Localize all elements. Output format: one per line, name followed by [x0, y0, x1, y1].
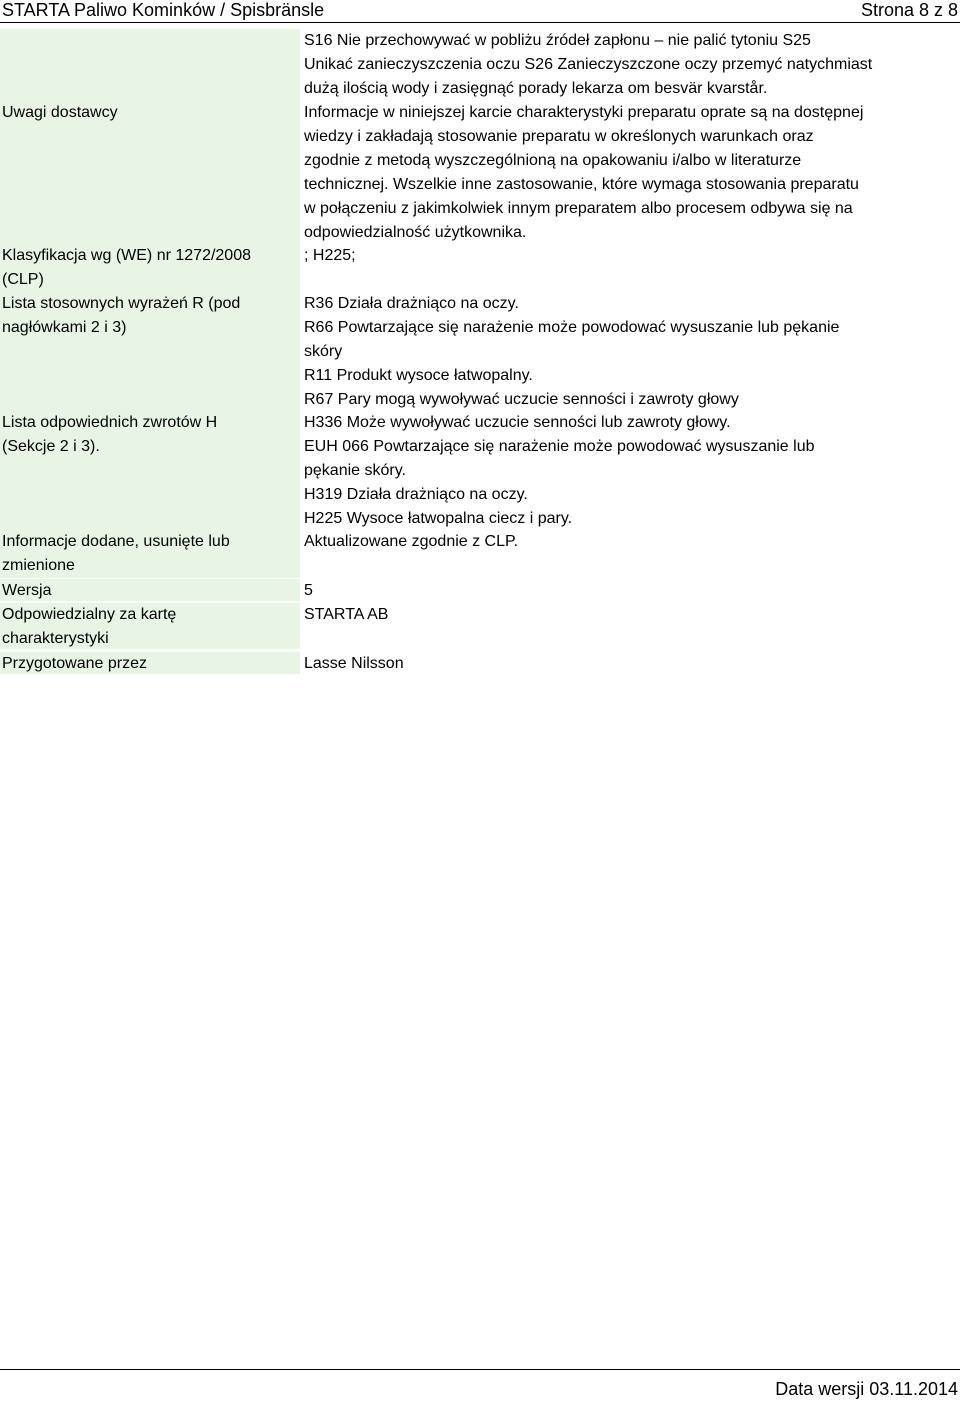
- row-value: Informacje w niniejszej karcie charakterystyki preparatu oprate są na dostępnej wiedzy i zakładają stosowanie preparatu w określonych warunkach oraz zgodnie z metodą wyszczególnioną na opakowaniu i/albo w literaturze technicznej. Wszelkie inne zastosowanie, które wymaga stosowania preparatu w połączeniu z jakimkolwiek innym preparatem albo procesem odbywa się na odpowiedzialność użytkownika.: [304, 104, 864, 241]
- row-value: Lasse Nilsson: [304, 655, 404, 672]
- version-date: Data wersji 03.11.2014: [775, 1379, 958, 1399]
- row-value: R36 Działa drażniąco na oczy. R66 Powtarzające się narażenie może powodować wysuszanie lub pękanie skóry R11 Produkt wysoce łatwopalny. R67 Pary mogą wywoływać uczucie senności i zawroty głowy: [304, 295, 840, 408]
- row-value: STARTA AB: [304, 606, 389, 623]
- row-responsible: [0, 603, 960, 649]
- row-r-phrases: [0, 292, 960, 412]
- row-version: [0, 579, 960, 601]
- row-revision-info: [0, 530, 960, 578]
- row-label: Uwagi dostawcy: [0, 101, 300, 245]
- row-value: 5: [304, 582, 313, 599]
- row-label: [0, 29, 300, 101]
- row-label: Przygotowane przez: [0, 652, 300, 674]
- row-value: H336 Może wywoływać uczucie senności lub zawroty głowy. EUH 066 Powtarzające się narażenie może powodować wysuszanie lub pękanie skóry. H319 Działa drażniąco na oczy. H225 Wysoce łatwopalna ciecz i pary.: [304, 414, 815, 527]
- row-value: S16 Nie przechowywać w pobliżu źródeł zapłonu – nie palić tytoniu S25 Unikać zanieczyszczenia oczu S26 Zanieczyszczone oczy przemyć natychmiast dużą ilością wody i zasięgnąć porady lekarza om besvär kvarstår.: [304, 32, 873, 97]
- page-footer: [0, 1369, 960, 1403]
- row-label: Klasyfikacja wg (WE) nr 1272/2008 (CLP): [0, 244, 300, 292]
- row-label: Informacje dodane, usunięte lub zmienione: [0, 530, 300, 578]
- row-h-statements: [0, 411, 960, 531]
- row-label: Odpowiedzialny za kartę charakterystyki: [0, 603, 300, 649]
- page-number: Strona 8 z 8: [860, 0, 958, 20]
- row-label: Wersja: [0, 579, 300, 601]
- row-value: ; H225;: [304, 247, 356, 264]
- row-label: Lista odpowiednich zwrotów H (Sekcje 2 i 3).: [0, 411, 300, 531]
- row-supplier-notes: [0, 101, 960, 245]
- row-clp-classification: [0, 244, 960, 292]
- row-label: Lista stosownych wyrażeń R (pod nagłówkami 2 i 3): [0, 292, 300, 412]
- page-header: [0, 0, 960, 23]
- document-title: STARTA Paliwo Kominków / Spisbränsle: [2, 0, 325, 20]
- row-value: Aktualizowane zgodnie z CLP.: [304, 533, 519, 550]
- row-prepared-by: [0, 652, 960, 674]
- row-safety-phrases: [0, 29, 960, 101]
